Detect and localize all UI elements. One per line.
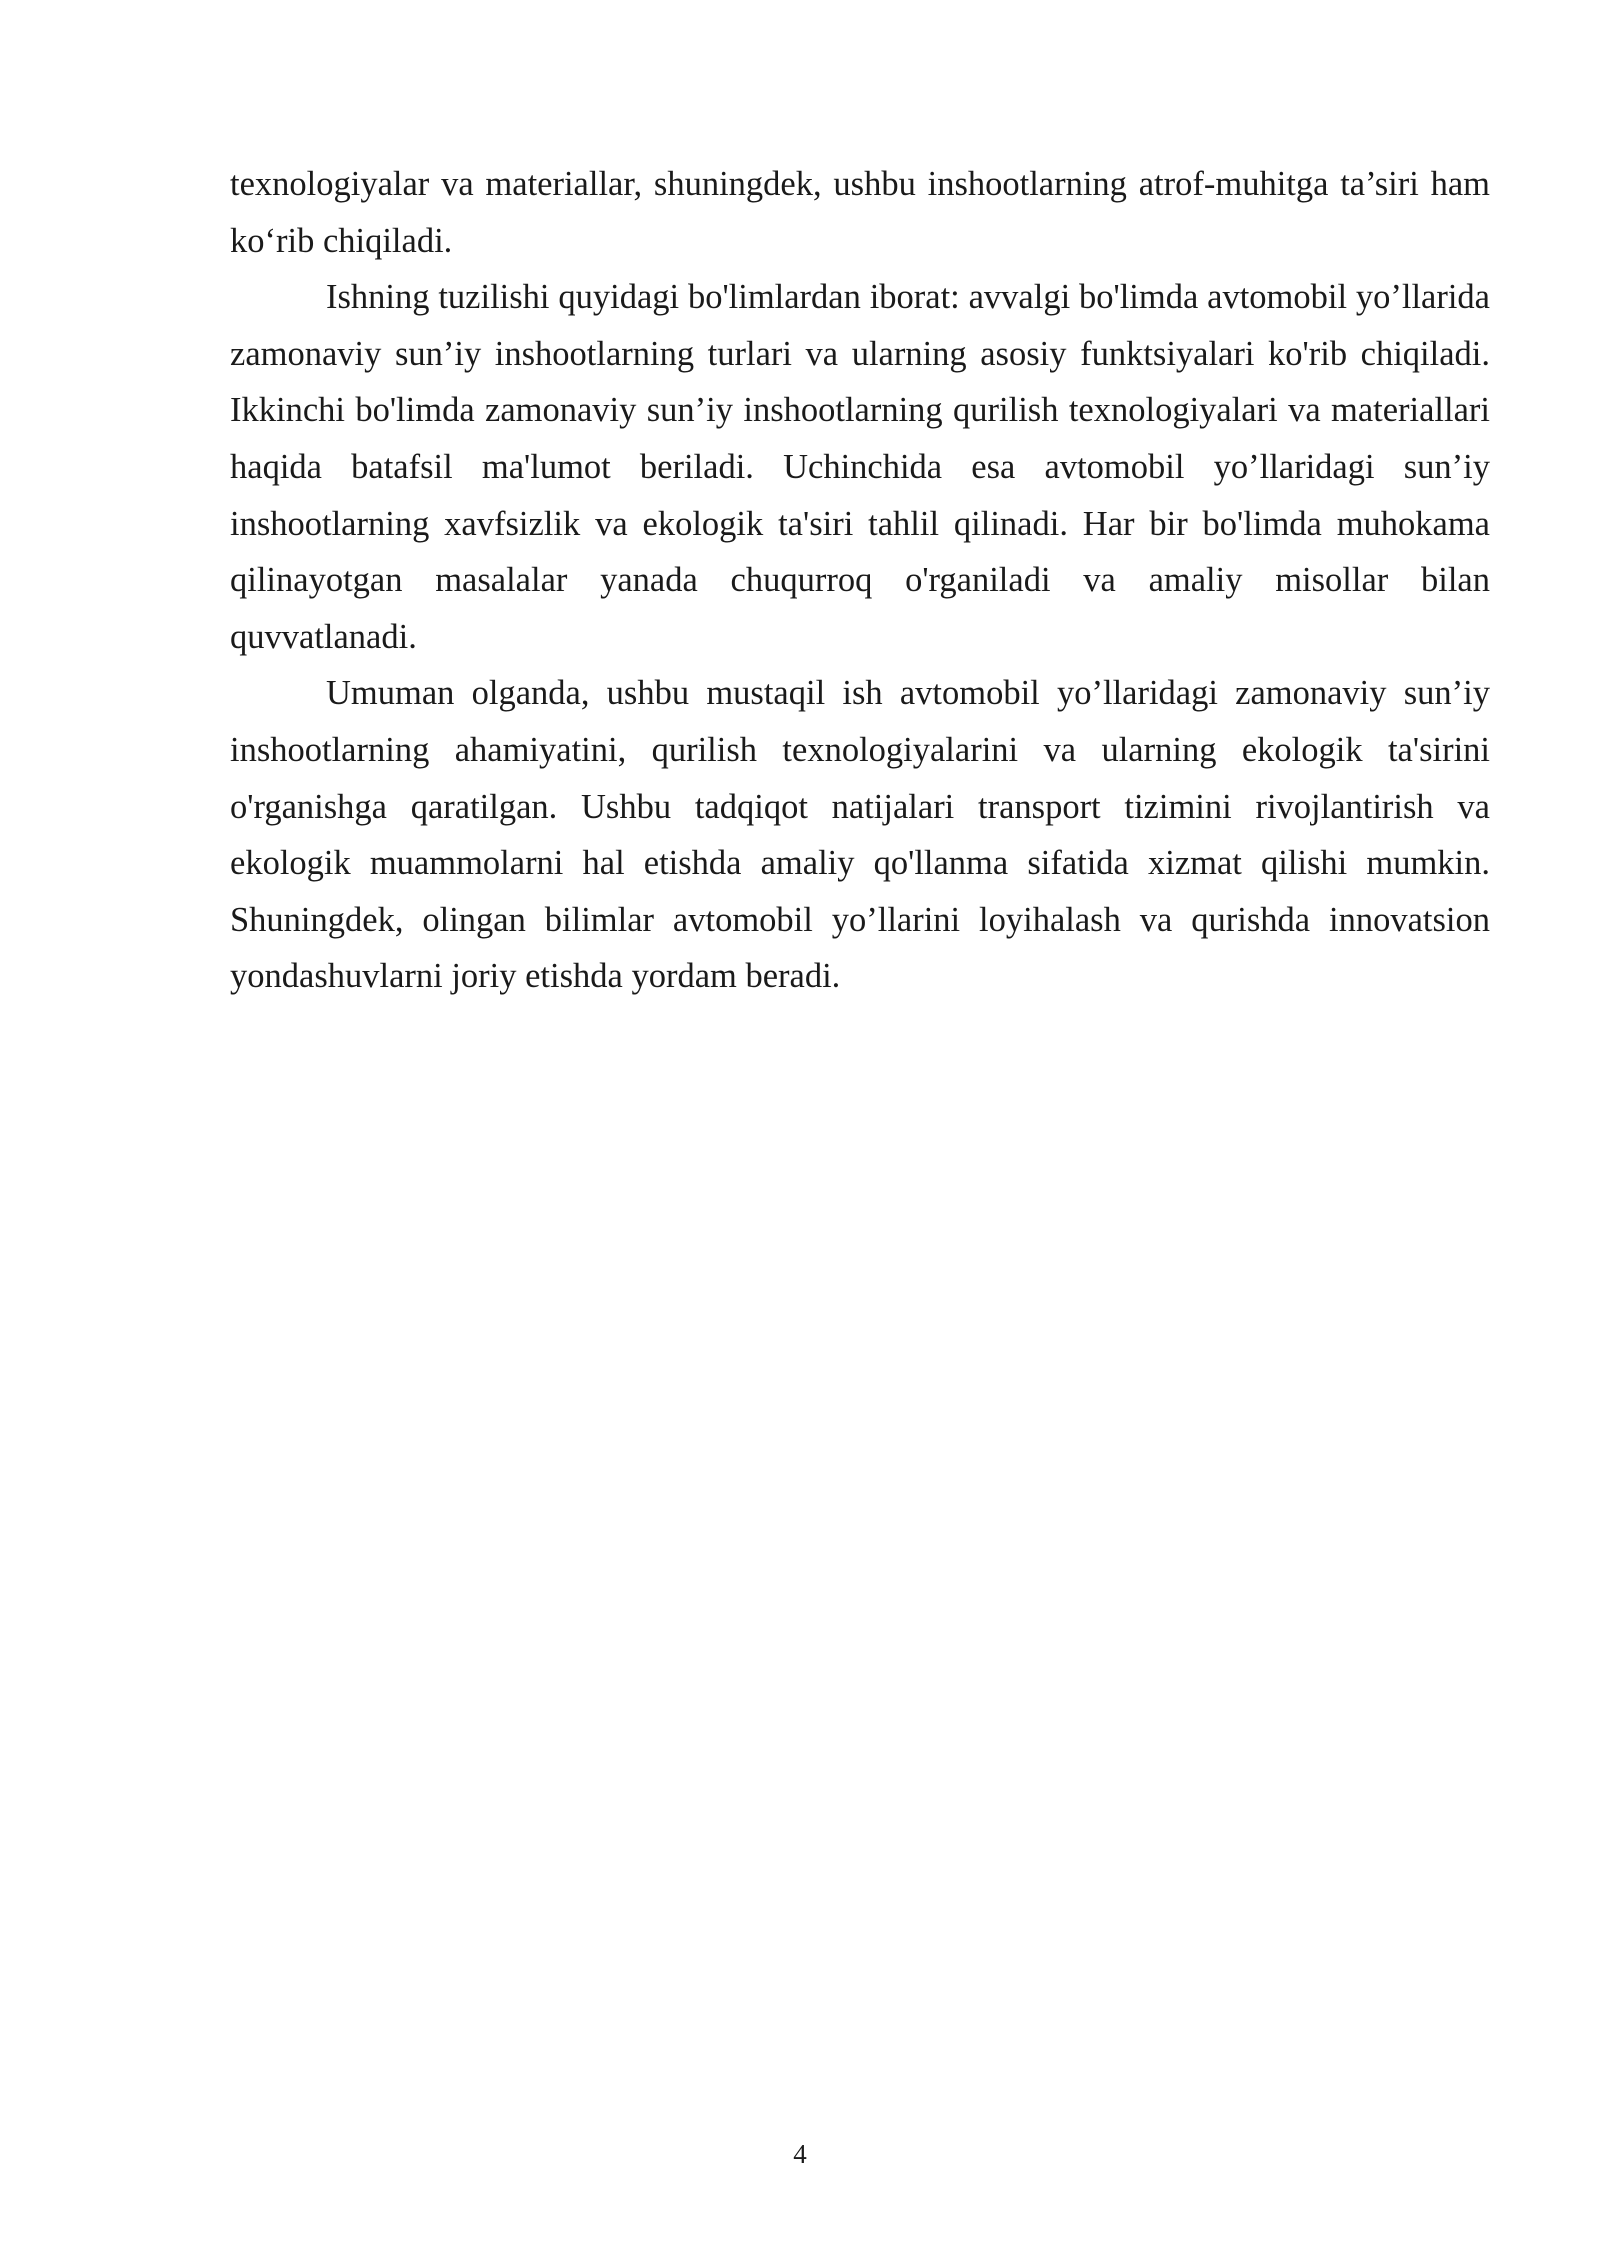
document-body <box>230 156 1490 1005</box>
paragraph-continuation: texnologiyalar va materiallar, shuningdek, ushbu inshootlarning atrof-muhitga ta’siri ham ko‘rib chiqiladi. <box>230 165 1490 260</box>
paragraph-summary: Umuman olganda, ushbu mustaqil ish avtomobil yo’llaridagi zamonaviy sun’iy inshootlarning ahamiyatini, qurilish texnologiyalarini va ularning ekologik ta'sirini o'rganishga qaratilgan. Ushbu tadqiqot natijalari transport tizimini rivojlantirish va ekologik muammolarni hal etishda amaliy qo'llanma sifatida xizmat qilishi mumkin. Shuningdek, olingan bilimlar avtomobil yo’llarini loyihalash va qurishda innovatsion yondashuvlarni joriy etishda yordam beradi. <box>230 674 1490 996</box>
page-number: 4 <box>793 2139 807 2169</box>
paragraph-structure: Ishning tuzilishi quyidagi bo'limlardan iborat: avvalgi bo'limda avtomobil yo’llarida zamonaviy sun’iy inshootlarning turlari va ularning asosiy funktsiyalari ko'rib chiqiladi. Ikkinchi bo'limda zamonaviy sun’iy inshootlarning qurilish texnologiyalari va materiallari haqida batafsil ma'lumot beriladi. Uchinchida esa avtomobil yo’llaridagi sun’iy inshootlarning xavfsizlik va ekologik ta'siri tahlil qilinadi. Har bir bo'limda muhokama qilinayotgan masalalar yanada chuqurroq o'rganiladi va amaliy misollar bilan quvvatlanadi. <box>230 278 1490 656</box>
